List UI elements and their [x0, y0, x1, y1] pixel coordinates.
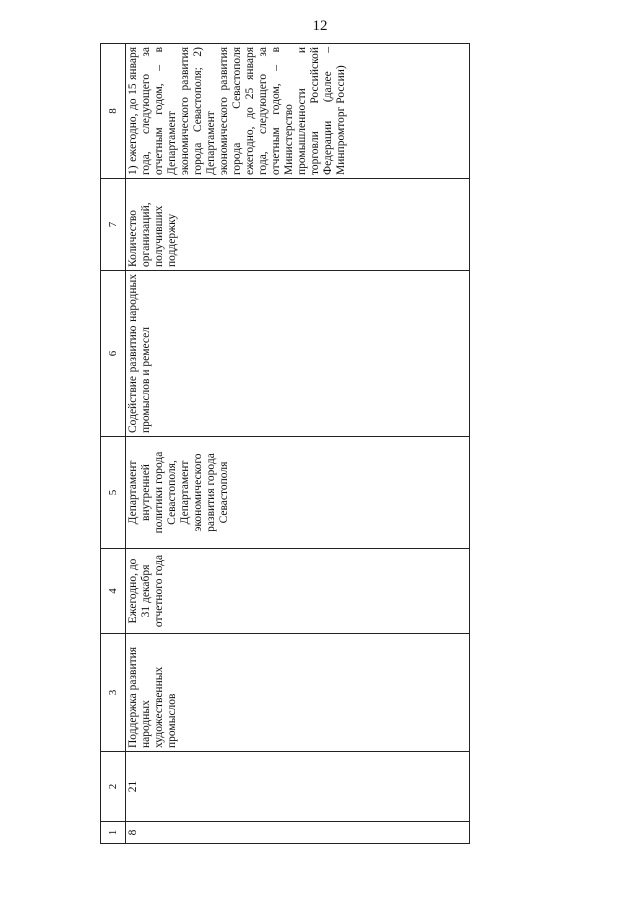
cell-row-number: 8 [126, 822, 470, 844]
table-row [126, 44, 470, 844]
cell-measure-name: Поддержка развития народных художественных промыслов [126, 634, 470, 752]
column-header-3: 3 [101, 634, 126, 752]
cell-reporting-order: 1) ежегодно, до 15 января года, следующего за отчетным годом, – в Департамент экономического развития города Севастополя; 2) Департамент экономического развития города Севастополя ежегодно, до 25 января года, следующего за отчетным годом, – в Министерство промышленности и торговли Российской Федерации (далее – Минпромторг России) [126, 44, 470, 179]
cell-indicator: Количество организаций, получивших поддержку [126, 179, 470, 271]
column-header-8: 8 [101, 44, 126, 179]
column-header-2: 2 [101, 752, 126, 822]
header-row [101, 44, 126, 844]
rotated-table-container [100, 44, 470, 844]
column-header-7: 7 [101, 179, 126, 271]
column-header-4: 4 [101, 549, 126, 634]
column-header-5: 5 [101, 437, 126, 549]
column-header-1: 1 [101, 822, 126, 844]
cell-item-number: 21 [126, 752, 470, 822]
program-table [100, 43, 470, 844]
cell-deadline: Ежегодно, до 31 декабря отчетного года [126, 549, 470, 634]
page-number: 12 [312, 18, 328, 34]
cell-expected-result: Содействие развитию народных промыслов и ремесел [126, 271, 470, 437]
cell-responsible: Департамент внутренней политики города Севастополя, Департамент экономического развития города Севастополя [126, 437, 470, 549]
column-header-6: 6 [101, 271, 126, 437]
